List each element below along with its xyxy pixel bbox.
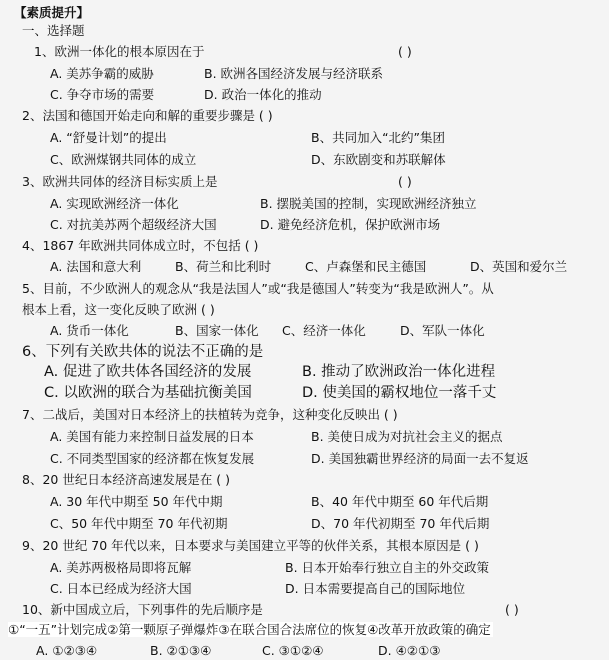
question-2-options-row1 — [0, 129, 609, 147]
option-1b: B. 欧洲各国经济发展与经济联系 — [204, 66, 384, 81]
option-6c: C. 以欧洲的联合为基础抗衡美国 — [44, 385, 252, 401]
section-title: 一、选择题 — [22, 23, 85, 38]
question-3-paren: ( ) — [398, 174, 412, 189]
option-7c: C. 不同类型国家的经济都在恢复发展 — [50, 451, 255, 466]
option-10c: C. ③①②④ — [262, 643, 324, 658]
question-1-options-row1 — [0, 65, 609, 83]
question-1-stem: 1、欧洲一体化的根本原因在于 — [34, 44, 205, 59]
question-10-options — [0, 642, 609, 660]
option-2c: C、欧洲煤钢共同体的成立 — [50, 152, 197, 167]
option-10a: A. ①②③④ — [36, 643, 98, 658]
question-4-options — [0, 258, 609, 276]
option-3d: D. 避免经济危机，保护欧洲市场 — [260, 217, 441, 232]
option-5c: C、经济一体化 — [282, 323, 366, 338]
question-10-events-text: ①“一五”计划完成②第一颗原子弹爆炸③在联合国合法席位的恢复④改革开放政策的确定 — [8, 622, 491, 637]
option-4a: A. 法国和意大利 — [50, 259, 142, 274]
question-10-events — [8, 621, 493, 639]
option-1a: A. 美苏争霸的威胁 — [50, 66, 154, 81]
option-3b: B. 摆脱美国的控制，实现欧洲经济独立 — [260, 196, 477, 211]
option-5d: D、军队一体化 — [400, 323, 485, 338]
option-3a: A. 实现欧洲经济一体化 — [50, 196, 179, 211]
question-6-options-row2 — [0, 383, 609, 403]
question-3-stem: 3、欧洲共同体的经济目标实质上是 — [22, 174, 218, 189]
option-6a: A. 促进了欧共体各国经济的发展 — [44, 364, 252, 380]
question-2-options-row2 — [0, 151, 609, 169]
option-4b: B、荷兰和比利时 — [175, 259, 272, 274]
question-5-options — [0, 322, 609, 340]
question-4-stem: 4、1867 年欧洲共同体成立时，不包括 ( ) — [22, 238, 259, 253]
question-3-options-row1 — [0, 195, 609, 213]
question-7-options-row2 — [0, 450, 609, 468]
option-10b: B. ②①③④ — [150, 643, 212, 658]
option-5a: A. 货币一体化 — [50, 323, 129, 338]
option-3c: C. 对抗美苏两个超级经济大国 — [50, 217, 217, 232]
question-9-options-row1 — [0, 559, 609, 577]
option-1c: C. 争夺市场的需要 — [50, 87, 155, 102]
option-1d: D. 政治一体化的推动 — [204, 87, 322, 102]
question-5-stem-cont: 根本上看，这一变化反映了欧洲 ( ) — [22, 302, 215, 317]
question-7-options-row1 — [0, 428, 609, 446]
option-8c: C、50 年代中期至 70 年代初期 — [50, 516, 228, 531]
question-10-paren: ( ) — [505, 602, 519, 617]
option-6b: B. 推动了欧洲政治一体化进程 — [302, 364, 496, 380]
question-9-stem: 9、20 世纪 70 年代以来，日本要求与美国建立平等的伙伴关系，其根本原因是 ( ) — [22, 538, 479, 553]
question-9-options-row2 — [0, 580, 609, 598]
question-3-options-row2 — [0, 216, 609, 234]
option-5b: B、国家一体化 — [175, 323, 259, 338]
question-5-stem: 5、目前，不少欧洲人的观念从“我是法国人”或“我是德国人”转变为“我是欧洲人”。从 — [22, 281, 494, 296]
question-8-stem: 8、20 世纪日本经济高速发展是在 ( ) — [22, 472, 231, 487]
question-1-options-row2 — [0, 86, 609, 104]
option-7b: B. 美使日成为对抗社会主义的据点 — [311, 429, 503, 444]
heading: 【素质提升】 — [14, 5, 90, 20]
question-6-options-row1 — [0, 362, 609, 382]
option-8a: A. 30 年代中期至 50 年代中期 — [50, 494, 223, 509]
option-8d: D、70 年代初期至 70 年代后期 — [311, 516, 490, 531]
option-4c: C、卢森堡和民主德国 — [305, 259, 427, 274]
option-8b: B、40 年代中期至 60 年代后期 — [311, 494, 489, 509]
question-2-stem: 2、法国和德国开始走向和解的重要步骤是 ( ) — [22, 108, 273, 123]
option-7a: A. 美国有能力来控制日益发展的日本 — [50, 429, 254, 444]
option-2b: B、共同加入“北约”集团 — [311, 130, 446, 145]
option-7d: D. 美国独霸世界经济的局面一去不复返 — [311, 451, 529, 466]
option-9d: D. 日本需要提高自己的国际地位 — [285, 581, 466, 596]
option-9b: B. 日本开始奉行独立自主的外交政策 — [285, 560, 490, 575]
option-2d: D、东欧剧变和苏联解体 — [311, 152, 446, 167]
question-6-stem: 6、下列有关欧共体的说法不正确的是 — [22, 344, 264, 360]
question-7-stem: 7、二战后，美国对日本经济上的扶植转为竞争，这种变化反映出 ( ) — [22, 407, 398, 422]
option-2a: A. “舒曼计划”的提出 — [50, 130, 167, 145]
question-10-stem: 10、新中国成立后，下列事件的先后顺序是 — [22, 602, 263, 617]
option-4d: D、英国和爱尔兰 — [470, 259, 568, 274]
option-9c: C. 日本已经成为经济大国 — [50, 581, 192, 596]
option-10d: D. ④②①③ — [378, 643, 441, 658]
question-1-paren: ( ) — [398, 44, 412, 59]
question-8-options-row2 — [0, 515, 609, 533]
question-8-options-row1 — [0, 493, 609, 511]
option-9a: A. 美苏两极格局即将瓦解 — [50, 560, 192, 575]
option-6d: D. 使美国的霸权地位一落千丈 — [302, 385, 497, 401]
